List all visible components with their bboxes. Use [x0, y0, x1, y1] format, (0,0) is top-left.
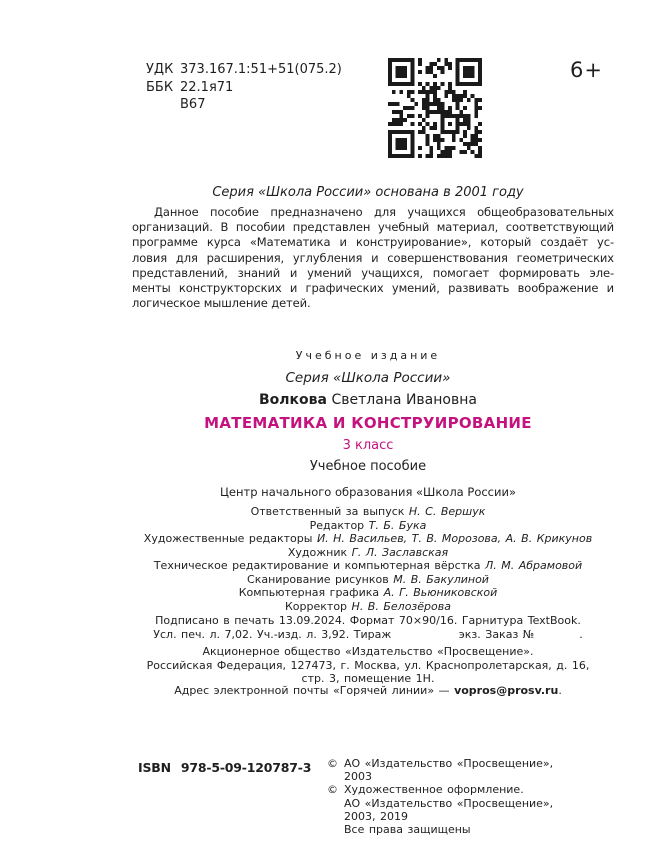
hotline-prefix: Адрес электронной почты «Горячей линии» — — [174, 684, 455, 697]
bbk-value: 22.1я71 — [180, 79, 234, 95]
bbk-line — [146, 79, 342, 97]
print-info-line: Усл. печ. л. 7,02. Уч.-изд. л. 3,92. Тираж экз. Заказ № . — [153, 628, 583, 641]
publisher-name: Акционерное общество «Издательство «Просвещение». — [202, 645, 534, 658]
credit-role: Корректор — [285, 599, 352, 613]
credit-role: Компьютерная графика — [238, 586, 384, 599]
credit-line — [114, 546, 622, 560]
udc-label: УДК — [146, 62, 174, 77]
edition-subtitle: Учебное пособие — [309, 459, 427, 474]
publisher-block — [114, 645, 622, 686]
credit-names: И. Н. Васильев, Т. В. Морозова, А. В. Крикунов — [316, 532, 593, 545]
credit-line — [114, 586, 622, 600]
author-code: В67 — [180, 97, 206, 112]
isbn-line — [138, 760, 311, 775]
credit-role: Ответственный за выпуск — [250, 505, 409, 518]
credit-names: Г. Л. Заславская — [351, 545, 449, 559]
credit-names: М. В. Бакулиной — [393, 572, 489, 586]
credit-line — [114, 532, 622, 546]
credit-names: Т. Б. Бука — [368, 518, 427, 532]
copyright-icon: © — [327, 757, 338, 770]
copyright-icon: © — [327, 783, 338, 797]
edition-kind: Учебное издание — [295, 349, 441, 362]
copyright-line — [327, 783, 577, 796]
udc-line — [146, 61, 342, 79]
author-code-line — [146, 96, 342, 114]
hotline-email-line — [114, 684, 622, 697]
isbn-label: ISBN — [138, 760, 171, 775]
publisher-address: Российская Федерация, 127473, г. Москва, ул. Краснопролетарская, д. 16, — [146, 658, 590, 672]
credit-line — [114, 573, 622, 587]
page-title: МАТЕМАТИКА И КОНСТРУИРОВАНИЕ — [204, 414, 532, 432]
credit-names: Н. В. Белозёрова — [351, 599, 451, 613]
hotline-suffix: . — [558, 684, 562, 697]
copyright-line: Все права защищены — [344, 823, 471, 837]
credit-names: Н. С. Вершук — [408, 505, 486, 518]
credit-line — [114, 600, 622, 614]
author-name — [114, 392, 622, 408]
annotation-line: ловия для расширения, углубления и совершенствования геометрических — [132, 250, 614, 265]
copyright-block — [327, 757, 577, 836]
qr-code-icon — [388, 58, 482, 158]
age-rating-badge: 6+ — [570, 58, 603, 82]
annotation-paragraph — [132, 205, 614, 311]
series-founded-note: Серия «Школа России» основана в 2001 году — [212, 185, 524, 200]
print-info-block — [114, 614, 622, 642]
credit-role: Редактор — [309, 518, 369, 532]
education-center: Центр начального образования «Школа России» — [220, 485, 516, 499]
print-info-line: Подписано в печать 13.09.2024. Формат 70×90/16. Гарнитура TextBook. — [155, 614, 581, 627]
annotation-line: программе курса «Математика и конструирование», который создаёт ус- — [132, 235, 614, 250]
credit-line — [114, 519, 622, 533]
credit-role: Художественные редакторы — [143, 532, 317, 545]
hotline-email: vopros@prosv.ru — [454, 684, 559, 697]
credit-role: Сканирование рисунков — [247, 572, 394, 586]
copyright-line: АО «Издательство «Просвещение», 2003, 2019 — [344, 796, 554, 823]
annotation-line: Данное пособие предназначено для учащихся общеобразовательных — [154, 205, 614, 219]
copyright-line — [327, 757, 577, 783]
grade-label: 3 класс — [342, 438, 394, 453]
isbn-value: 978-5-09-120787-3 — [180, 760, 312, 775]
bbk-label: ББК — [146, 79, 174, 95]
publisher-address-2: стр. 3, помещение 1Н. — [301, 672, 435, 685]
copyright-text: АО «Издательство «Просвещение», 2003 — [344, 757, 554, 784]
credits-block — [114, 505, 622, 613]
author-given-names: Светлана Ивановна — [327, 392, 477, 408]
annotation-line: логическое мышление детей. — [132, 296, 311, 311]
udc-value: 373.167.1:51+51(075.2) — [180, 62, 342, 77]
credit-line — [114, 505, 622, 519]
edition-series: Серия «Школа России» — [285, 370, 451, 386]
classification-codes — [146, 61, 342, 114]
credit-names: Л. М. Абрамовой — [484, 559, 583, 572]
annotation-line: представлений, знаний и умений учащихся, помогает формировать эле- — [132, 265, 614, 280]
annotation-line: менты конструкторских и графических умений, развивать воображение и — [132, 281, 614, 296]
credit-role: Техническое редактирование и компьютерная вёрстка — [153, 559, 485, 572]
copyright-text: Художественное оформление. — [344, 783, 524, 797]
credit-names: А. Г. Вьюниковской — [383, 586, 498, 599]
credit-role: Художник — [287, 545, 352, 559]
author-surname: Волкова — [259, 392, 327, 408]
annotation-line: организаций. В пособии представлен учебный материал, соответствующий — [132, 220, 614, 235]
credit-line — [114, 559, 622, 573]
